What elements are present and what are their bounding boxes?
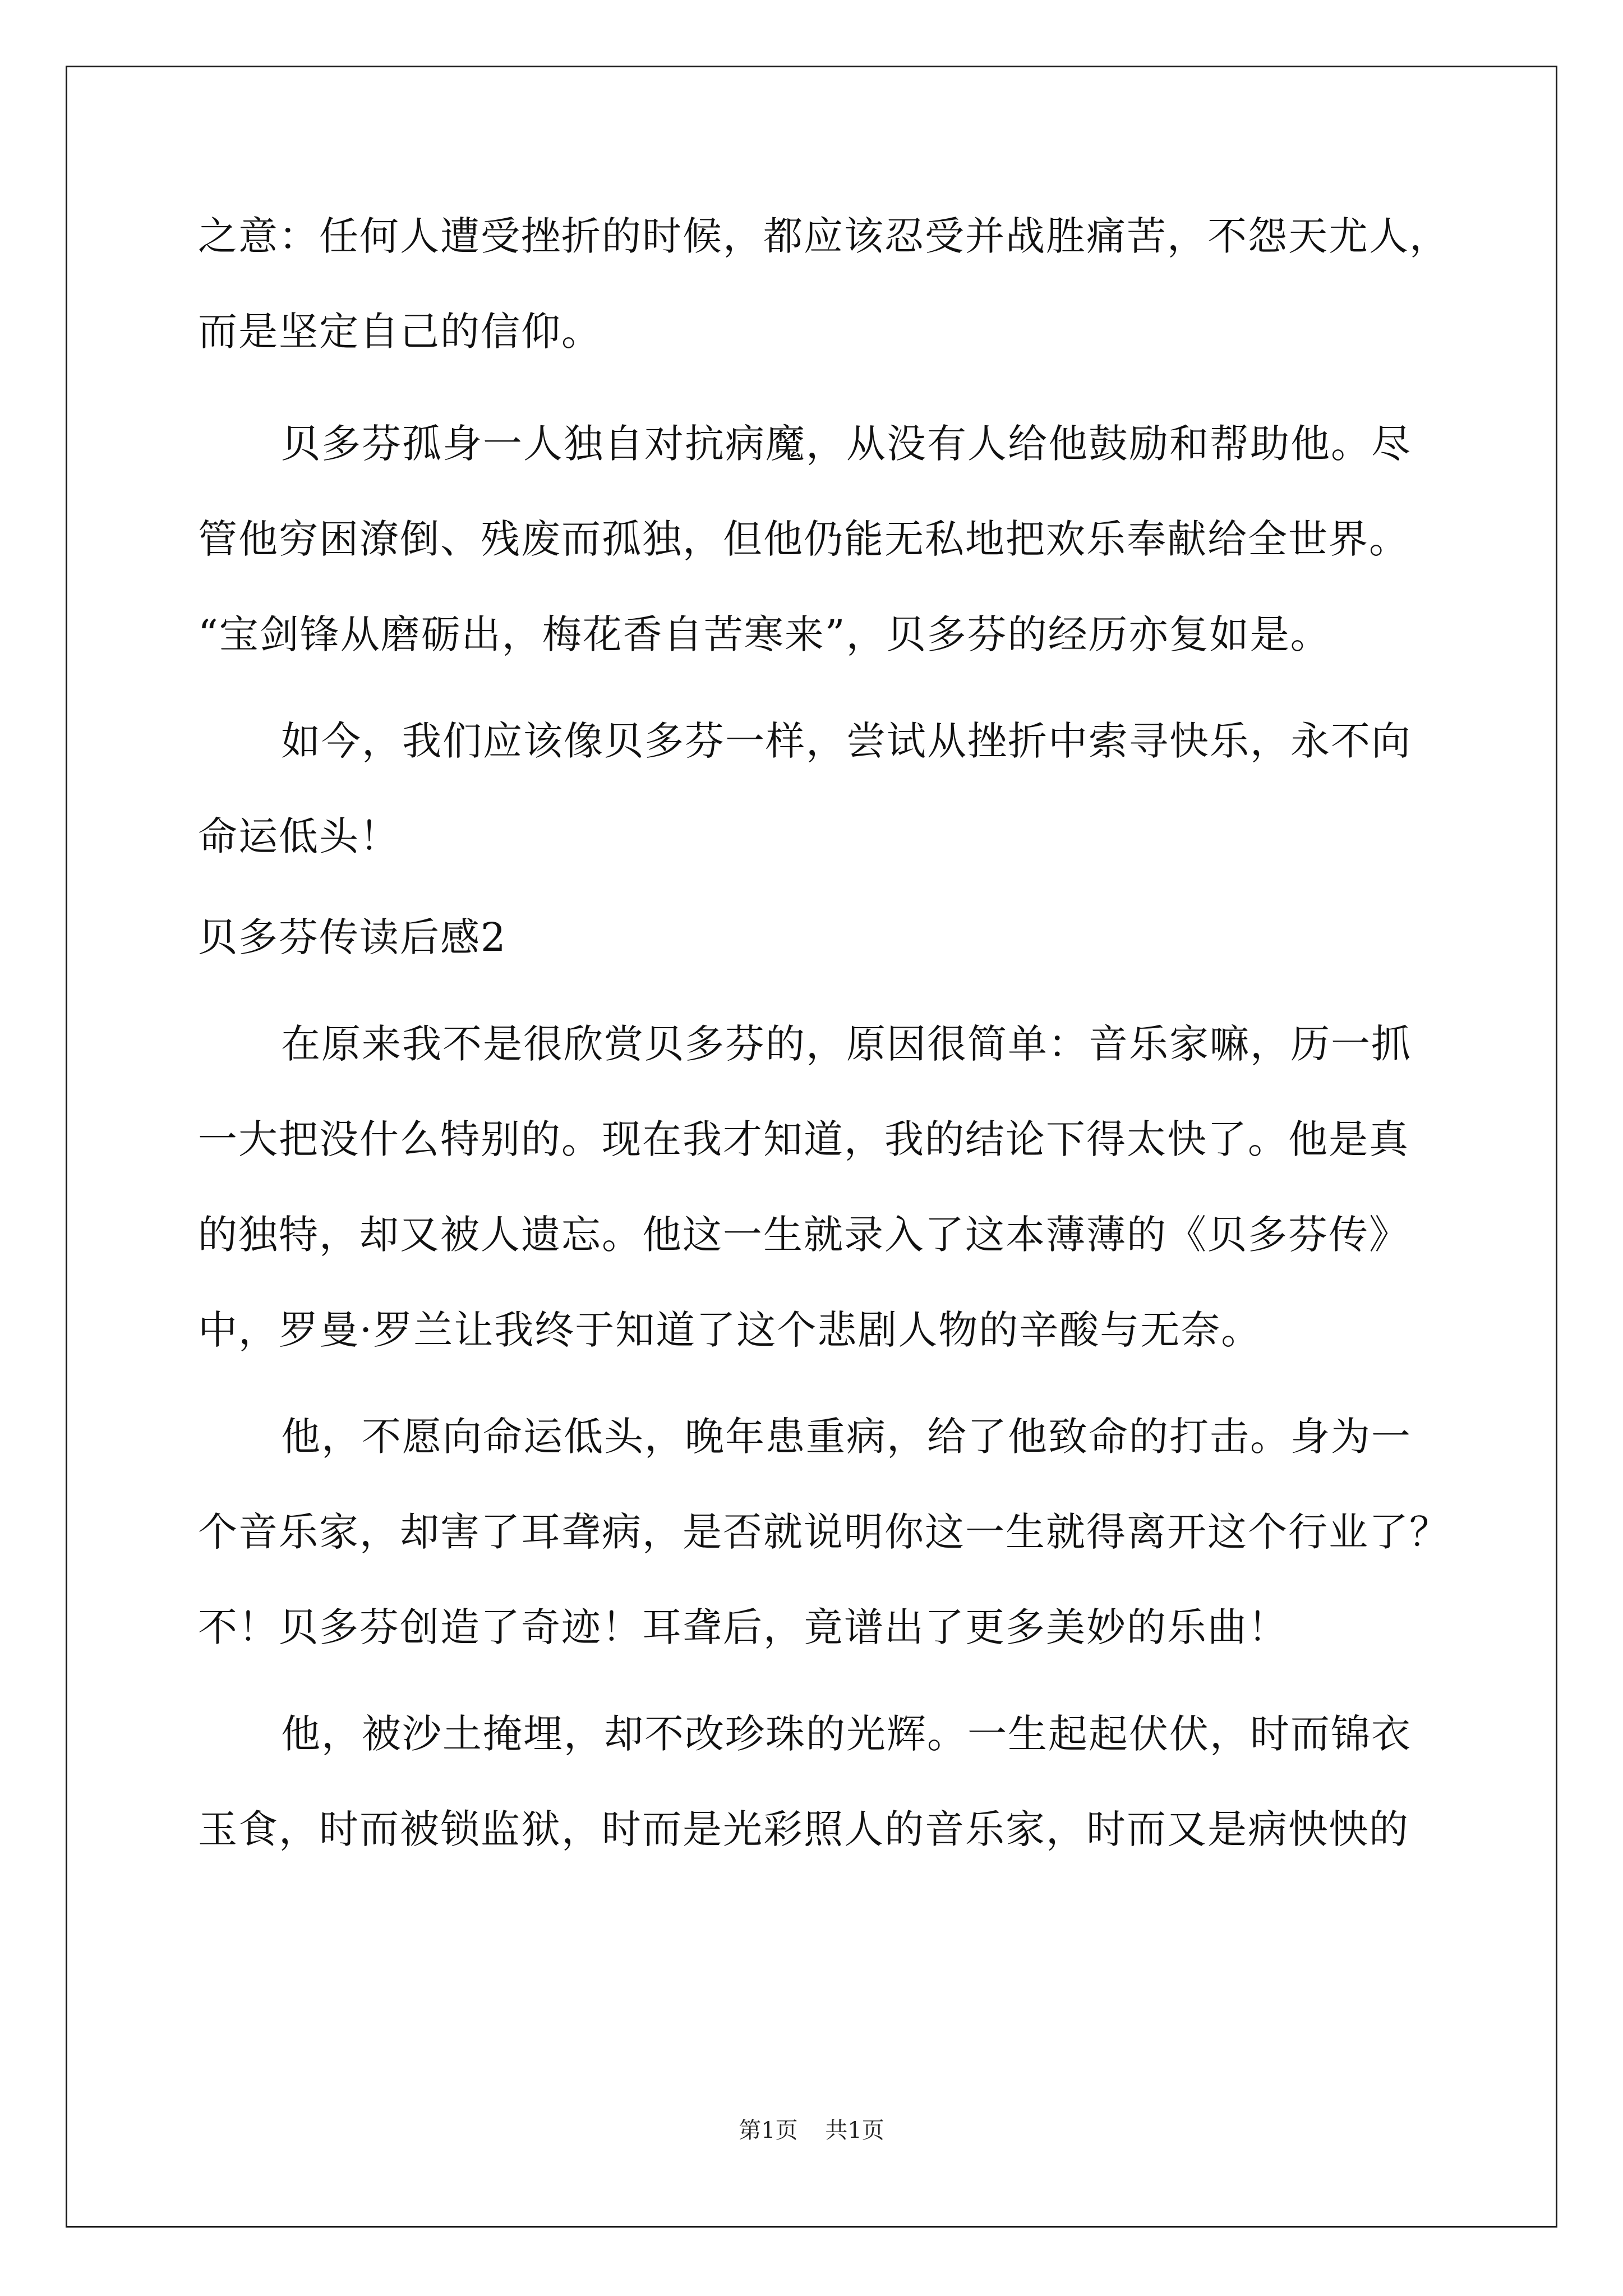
paragraph-start-line: 他，被沙土掩埋，却不改珍珠的光辉。一生起起伏伏，时而锦衣 [281,1711,1412,1757]
page-number: 第1页 [739,2118,798,2143]
text-line: 命运低头！ [198,813,400,859]
text-line: 不！贝多芬创造了奇迹！耳聋后，竟谱出了更多美妙的乐曲！ [198,1604,1288,1650]
paragraph-start-line: 他，不愿向命运低头，晚年患重病，给了他致命的打击。身为一 [281,1414,1412,1460]
text-line: 中，罗曼·罗兰让我终于知道了这个悲剧人物的辛酸与无奈。 [198,1307,1262,1353]
text-line: 玉食，时而被锁监狱，时而是光彩照人的音乐家，时而又是病怏怏的 [198,1806,1409,1852]
text-line: 一大把没什么特别的。现在我才知道，我的结论下得太快了。他是真 [198,1116,1409,1162]
text-line: 之意：任何人遭受挫折的时候，都应该忍受并战胜痛苦，不怨天尤人， [198,213,1450,259]
text-line: 管他穷困潦倒、残废而孤独，但他仍能无私地把欢乐奉献给全世界。 [198,516,1409,562]
paragraph-start-line: 在原来我不是很欣赏贝多芬的，原因很简单：音乐家嘛，历一抓 [281,1021,1412,1067]
paragraph-start-line: 贝多芬孤身一人独自对抗病魔，从没有人给他鼓励和帮助他。尽 [281,421,1412,467]
page-total: 共1页 [825,2118,884,2143]
section-heading: 贝多芬传读后感2 [198,914,507,960]
paragraph-start-line: 如今，我们应该像贝多芬一样，尝试从挫折中索寻快乐，永不向 [281,718,1412,764]
text-line: “宝剑锋从磨砺出，梅花香自苦寒来”，贝多芬的经历亦复如是。 [198,611,1331,657]
text-line: 的独特，却又被人遗忘。他这一生就录入了这本薄薄的《贝多芬传》 [198,1212,1409,1258]
page-footer [0,2114,1623,2147]
text-line: 个音乐家，却害了耳聋病，是否就说明你这一生就得离开这个行业了？ [198,1509,1450,1555]
text-line: 而是坚定自己的信仰。 [198,309,602,355]
